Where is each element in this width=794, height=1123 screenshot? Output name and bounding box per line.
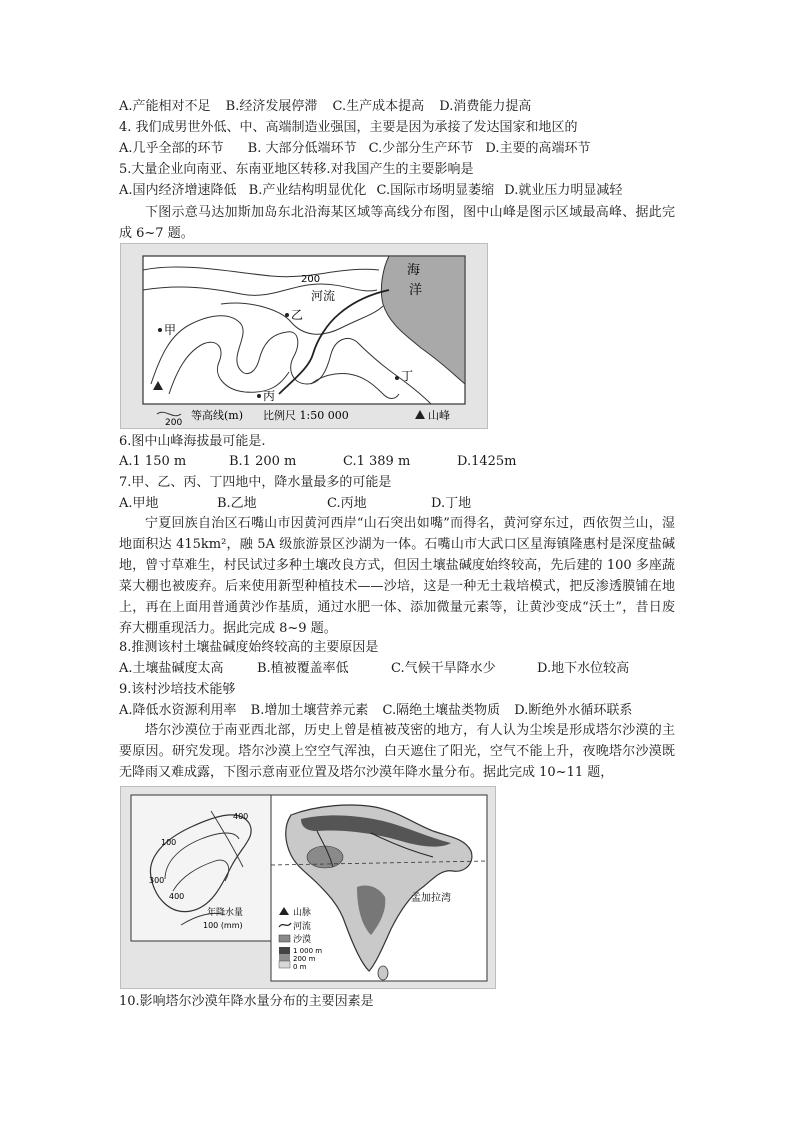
q3-options	[119, 99, 531, 115]
legend-contour-value: 200	[165, 418, 183, 428]
legend-peak-icon	[415, 410, 425, 419]
q4-option-d: D.主要的高端环节	[485, 141, 591, 156]
q3-option-b: B.经济发展停滞	[225, 99, 318, 114]
legend-desert-icon	[279, 935, 290, 942]
q7-option-a: A.甲地	[119, 496, 159, 511]
point-ding-dot	[395, 376, 399, 380]
q9-option-c: C.隔绝土壤盐类物质	[382, 703, 501, 718]
q3-option-c: C.生产成本提高	[332, 99, 425, 114]
point-yi-dot	[285, 313, 289, 317]
q8-option-c: C.气候干旱降水少	[391, 661, 496, 676]
q7-option-b: B.乙地	[217, 496, 257, 511]
q8-option-d: D.地下水位较高	[537, 661, 630, 676]
q5-option-c: C.国际市场明显萎缩	[376, 183, 495, 198]
inset-frame	[131, 795, 271, 941]
q3-option-d: D.消费能力提高	[439, 99, 532, 114]
isohyet-label-100: 100	[161, 838, 177, 847]
legend-contour-icon	[157, 412, 181, 415]
legend-elev-2-label: 200 m	[293, 955, 316, 963]
q8-option-b: B.植被覆盖率低	[257, 661, 349, 676]
q5-option-d: D.就业压力明显减轻	[504, 183, 623, 198]
point-bing-dot	[257, 394, 261, 398]
isohyet-label-400a: 400	[233, 812, 249, 821]
q9-option-b: B.增加土壤营养元素	[250, 703, 369, 718]
contour-200-label: 200	[301, 274, 321, 285]
south-asia-map	[120, 786, 496, 989]
contour-map	[120, 243, 488, 429]
isohyet-label-400b: 400	[169, 892, 185, 901]
south-asia-map-svg	[121, 787, 495, 988]
legend-elev-3-swatch	[279, 961, 290, 968]
q5-stem: 5.大量企业向南亚、东南亚地区转移.对我国产生的主要影响是	[119, 162, 474, 177]
q5-option-a: A.国内经济增速降低	[119, 183, 237, 198]
river-label: 河流	[311, 289, 336, 303]
q8-option-a: A.土壤盐碱度太高	[119, 661, 224, 676]
q5-option-b: B.产业结构明显优化	[248, 183, 367, 198]
q4-options	[119, 141, 591, 157]
sri-lanka	[378, 966, 388, 980]
q4-stem: 4. 我们成男世外低、中、高端制造业强国，主要是因为承接了发达国家和地区的	[119, 120, 578, 135]
legend-elev-1-swatch	[279, 947, 290, 954]
point-ding-label: 丁	[401, 369, 414, 383]
q3-option-a: A.产能相对不足	[119, 99, 211, 114]
rain-legend-label: 年降水量	[207, 908, 244, 918]
q6-option-d: D.1425m	[457, 454, 517, 469]
rain-legend-unit: 100 (mm)	[203, 921, 243, 930]
q6-option-b: B.1 200 m	[229, 454, 297, 469]
legend-scale: 比例尺 1:50 000	[263, 409, 349, 422]
q5-options	[119, 183, 622, 199]
q6-option-a: A.1 150 m	[119, 454, 187, 469]
q9-option-d: D.断绝外水循环联系	[514, 703, 633, 718]
sea-label-1: 海	[407, 263, 421, 278]
q4-option-b: B. 大部分低端环节	[247, 141, 357, 156]
legend-elev-3-label: 0 m	[293, 963, 307, 971]
point-bing-label: 丙	[263, 389, 276, 403]
point-yi-label: 乙	[291, 308, 304, 322]
q7-stem: 7.甲、乙、丙、丁四地中，降水量最多的可能是	[119, 475, 392, 490]
q9-stem: 9.该村沙培技术能够	[119, 682, 236, 697]
contour-map-svg	[121, 244, 487, 428]
sea-label-2: 洋	[409, 283, 423, 298]
q7-option-d: D.丁地	[431, 496, 472, 511]
legend-elev-1-label: 1 000 m	[293, 947, 323, 955]
legend-peak-label: 山峰	[428, 409, 450, 422]
q7-option-c: C.丙地	[327, 496, 367, 511]
q9-option-a: A.降低水资源利用率	[119, 703, 237, 718]
q10-stem: 10.影响塔尔沙漠年降水量分布的主要因素是	[119, 994, 374, 1009]
point-jia-dot	[158, 328, 162, 332]
q6-option-c: C.1 389 m	[343, 454, 411, 469]
thar-desert	[307, 846, 343, 868]
passage-8-9: 宁夏回族自治区石嘴山市因黄河西岸“山石突出如嘴”而得名，黄河穿东过，西依贺兰山，湿地面积达 415km²，融 5A 级旅游景区沙湖为一体。石嘴山市大武口区星海镇隆惠村是深度盐碱地，曾寸草难生，村民试过多种土壤改良方式，但因土壤盐碱度始终较高，先后建的 100 多座蔬菜大棚也被废弃。后来使用新型种植技术——沙培，这是一种无土栽培模式，把反渗透膜铺在地上，再在上面用普通黄沙作基质，通过水肥一体、添加微量元素等，让黄沙变成“沃土”，昔日废弃大棚重现活力。据此完成 8~9 题。	[119, 516, 675, 636]
legend-elev-2-swatch	[279, 954, 290, 961]
q4-option-a: A.几乎全部的环节	[119, 141, 224, 156]
q4-option-c: C.少部分生产环节	[368, 141, 474, 156]
legend-river-label: 河流	[293, 922, 312, 932]
legend-desert-label: 沙漠	[293, 935, 312, 945]
point-jia-label: 甲	[164, 323, 177, 337]
bay-of-bengal-label: 孟加拉湾	[411, 893, 451, 904]
q8-stem: 8.推测该村土壤盐碱度始终较高的主要原因是	[119, 640, 379, 655]
passage-10-11: 塔尔沙漠位于南亚西北部，历史上曾是植被茂密的地方，有人认为尘埃是形成塔尔沙漠的主要原因。研究发现。塔尔沙漠上空空气浑浊，白天遮住了阳光，空气不能上升，夜晚塔尔沙漠既无降雨又难成露，下图示意南亚位置及塔尔沙漠年降水量分布。据此完成 10~11 题，	[119, 723, 675, 780]
legend-contour-label: 等高线(m)	[191, 409, 244, 422]
q6-stem: 6.图中山峰海拔最可能是.	[119, 434, 266, 449]
intro-6-7: 下图示意马达加斯加岛东北沿海某区域等高线分布图，图中山峰是图示区域最高峰、据此完成 6~7 题。	[119, 205, 675, 241]
isohyet-label-300: 300	[149, 876, 165, 885]
q9-options	[119, 703, 632, 719]
legend-mountain-label: 山脉	[293, 908, 312, 918]
